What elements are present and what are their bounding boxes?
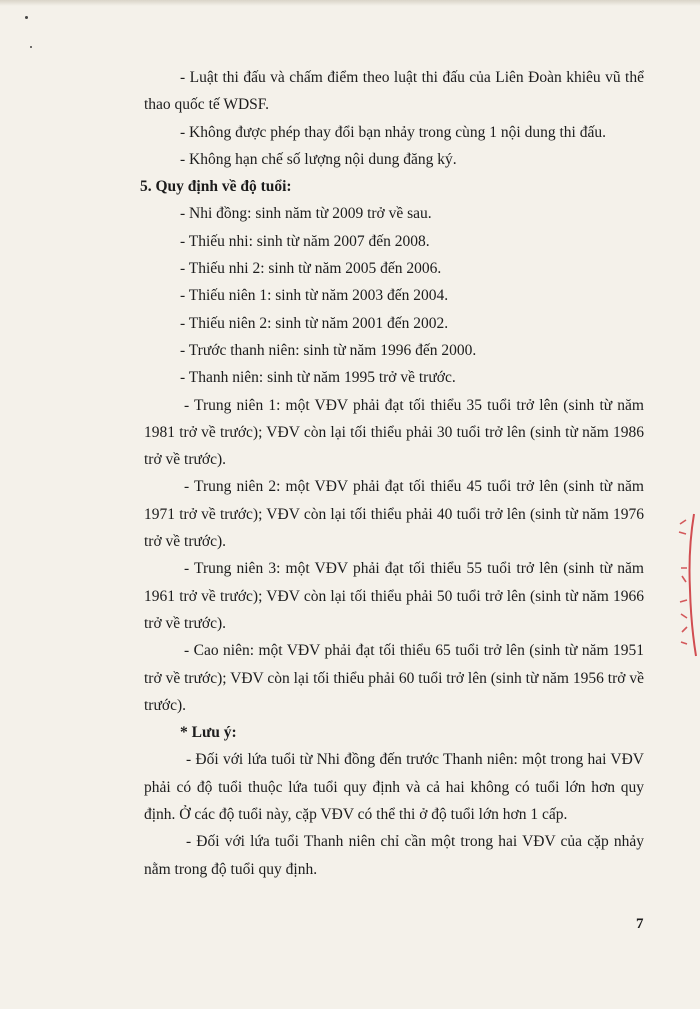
- scan-speck: [25, 16, 28, 19]
- note-paragraph: - Đối với lứa tuổi từ Nhi đồng đến trước Thanh niên: một trong hai VĐV phải có độ tuổi thuộc lứa tuổi quy định và cả hai không có tuổi lớn hơn quy định. Ở các độ tuổi này, cặp VĐV có thể thi ở độ tuổi lớn hơn 1 cấp.: [144, 751, 644, 824]
- scan-top-edge: [0, 0, 700, 6]
- scan-speck: [30, 46, 32, 48]
- age-group-item: - Thiếu niên 1: sinh từ năm 2003 đến 2004.: [180, 287, 449, 305]
- rule-paragraph: - Luật thi đấu và chấm điểm theo luật thi đấu của Liên Đoàn khiêu vũ thể thao quốc tế WDSF.: [144, 69, 644, 114]
- page-number: 7: [636, 916, 644, 932]
- age-group-item: - Thiếu niên 2: sinh từ năm 2001 đến 2002.: [180, 314, 449, 332]
- document-body: [140, 64, 644, 883]
- note-label: * Lưu ý:: [180, 724, 237, 742]
- age-group-item: - Trung niên 1: một VĐV phải đạt tối thiểu 35 tuổi trở lên (sinh từ năm 1981 trở về trước); VĐV còn lại tối thiểu phải 30 tuổi trở lên (sinh từ năm 1986 trở về trước).: [144, 396, 644, 469]
- age-group-item: - Trung niên 2: một VĐV phải đạt tối thiểu 45 tuổi trở lên (sinh từ năm 1971 trở về trước); VĐV còn lại tối thiểu phải 40 tuổi trở lên (sinh từ năm 1976 trở về trước).: [144, 478, 644, 551]
- age-group-item: - Trước thanh niên: sinh từ năm 1996 đến 2000.: [180, 341, 477, 359]
- age-group-item: - Thiếu nhi: sinh từ năm 2007 đến 2008.: [180, 232, 430, 250]
- red-stamp-fragment: [672, 510, 700, 660]
- age-group-item: - Thiếu nhi 2: sinh từ năm 2005 đến 2006.: [180, 260, 442, 278]
- rule-paragraph: - Không được phép thay đổi bạn nhảy trong cùng 1 nội dung thi đấu.: [180, 123, 606, 141]
- age-group-item: - Nhi đồng: sinh năm từ 2009 trở về sau.: [180, 205, 432, 223]
- age-group-item: - Trung niên 3: một VĐV phải đạt tối thiểu 55 tuổi trở lên (sinh từ năm 1961 trở về trước); VĐV còn lại tối thiểu phải 50 tuổi trở lên (sinh từ năm 1966 trở về trước).: [144, 560, 644, 632]
- age-group-item: - Thanh niên: sinh từ năm 1995 trở về trước.: [180, 369, 456, 387]
- note-paragraph: - Đối với lứa tuổi Thanh niên chỉ cần một trong hai VĐV của cặp nhảy nằm trong độ tuổi quy định.: [144, 833, 644, 878]
- section-heading: 5. Quy định về độ tuổi:: [140, 178, 292, 196]
- age-group-item: - Cao niên: một VĐV phải đạt tối thiểu 65 tuổi trở lên (sinh từ năm 1951 trở về trước); VĐV còn lại tối thiểu phải 60 tuổi trở lên (sinh từ năm 1956 trở về trước).: [144, 642, 644, 714]
- rule-paragraph: - Không hạn chế số lượng nội dung đăng ký.: [180, 150, 457, 168]
